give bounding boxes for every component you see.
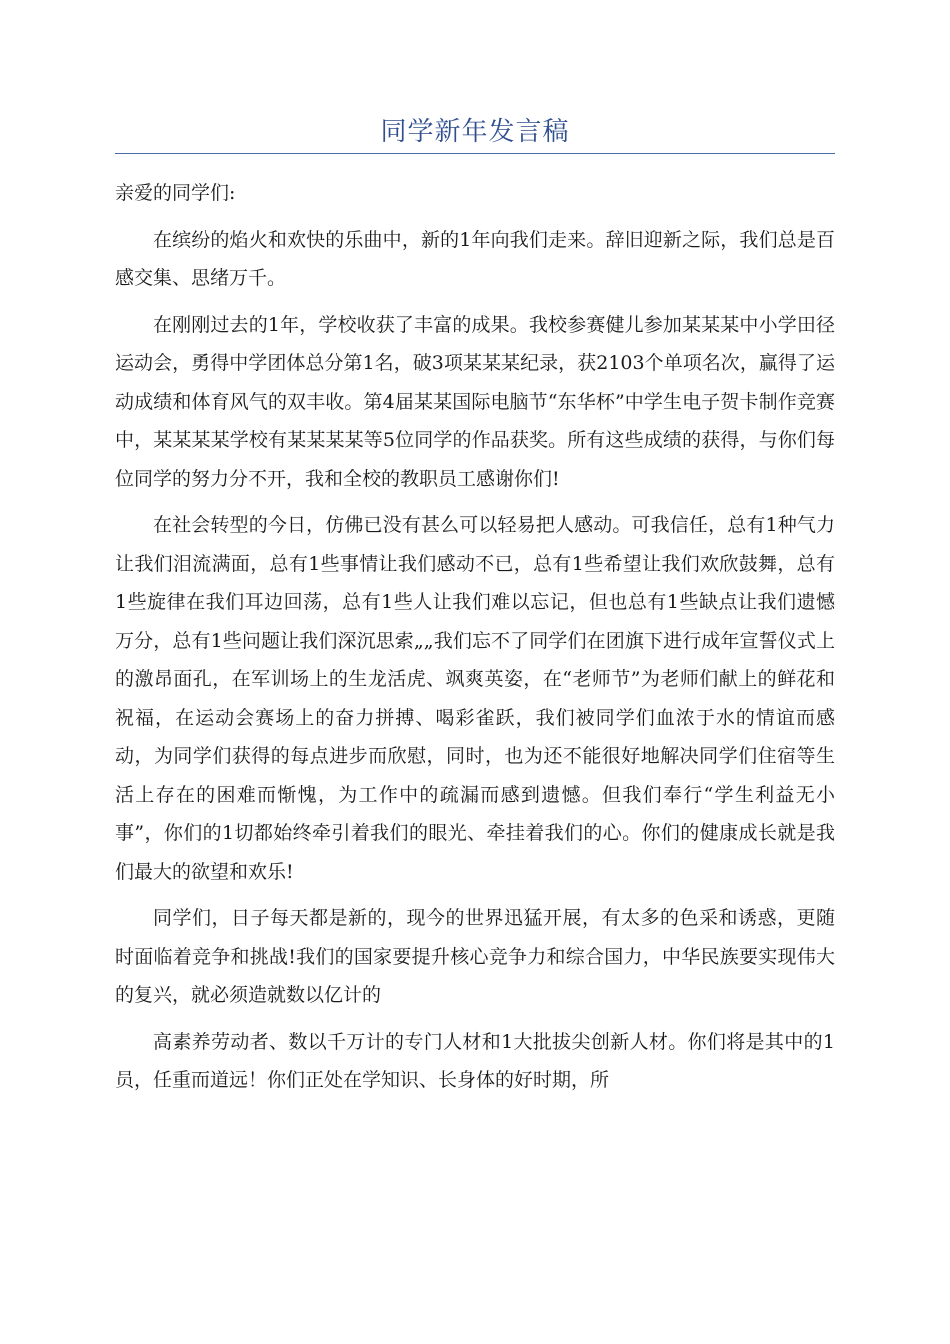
document-title: 同学新年发言稿 bbox=[380, 117, 570, 147]
paragraph-5: 高素养劳动者、数以千万计的专门人材和1大批拔尖创新人材。你们将是其中的1员，任重而道远！你们正处在学知识、长身体的好时期，所 bbox=[115, 1030, 835, 1091]
document-body bbox=[115, 174, 835, 1108]
paragraph-3: 在社会转型的今日，仿佛已没有甚么可以轻易把人感动。可我信任，总有1种气力让我们泪流满面，总有1些事情让我们感动不已，总有1些希望让我们欢欣鼓舞，总有1些旋律在我们耳边回荡，总有1些人让我们难以忘记，但也总有1些缺点让我们遗憾万分，总有1些问题让我们深沉思索„„我们忘不了同学们在团旗下进行成年宣誓仪式上的激昂面孔，在军训场上的生龙活虎、飒爽英姿，在“老师节”为老师们献上的鲜花和祝福，在运动会赛场上的奋力拼搏、喝彩雀跃，我们被同学们血浓于水的情谊而感动，为同学们获得的每点进步而欣慰，同时，也为还不能很好地解决同学们住宿等生活上存在的困难而惭愧，为工作中的疏漏而感到遗憾。但我们奉行“学生利益无小事”，你们的1切都始终牵引着我们的眼光、牵挂着我们的心。你们的健康成长就是我们最大的欲望和欢乐! bbox=[115, 514, 835, 883]
title-underline bbox=[115, 153, 835, 154]
paragraph-1: 在缤纷的焰火和欢快的乐曲中，新的1年向我们走来。辞旧迎新之际，我们总是百感交集、思绪万千。 bbox=[115, 228, 835, 289]
salutation: 亲爱的同学们: bbox=[115, 182, 236, 204]
paragraph-2: 在刚刚过去的1年，学校收获了丰富的成果。我校参赛健儿参加某某某中小学田径运动会，勇得中学团体总分第1名，破3项某某某纪录，获2103个单项名次，赢得了运动成绩和体育风气的双丰收。第4届某某国际电脑节“东华杯”中学生电子贺卡制作竞赛中，某某某某学校有某某某某等5位同学的作品获奖。所有这些成绩的获得，与你们每位同学的努力分不开，我和全校的教职员工感谢你们! bbox=[115, 313, 835, 490]
paragraph-4: 同学们，日子每天都是新的，现今的世界迅猛开展，有太多的色采和诱惑，更随时面临着竞争和挑战!我们的国家要提升核心竞争力和综合国力，中华民族要实现伟大的复兴，就必须造就数以亿计的 bbox=[115, 907, 835, 1006]
